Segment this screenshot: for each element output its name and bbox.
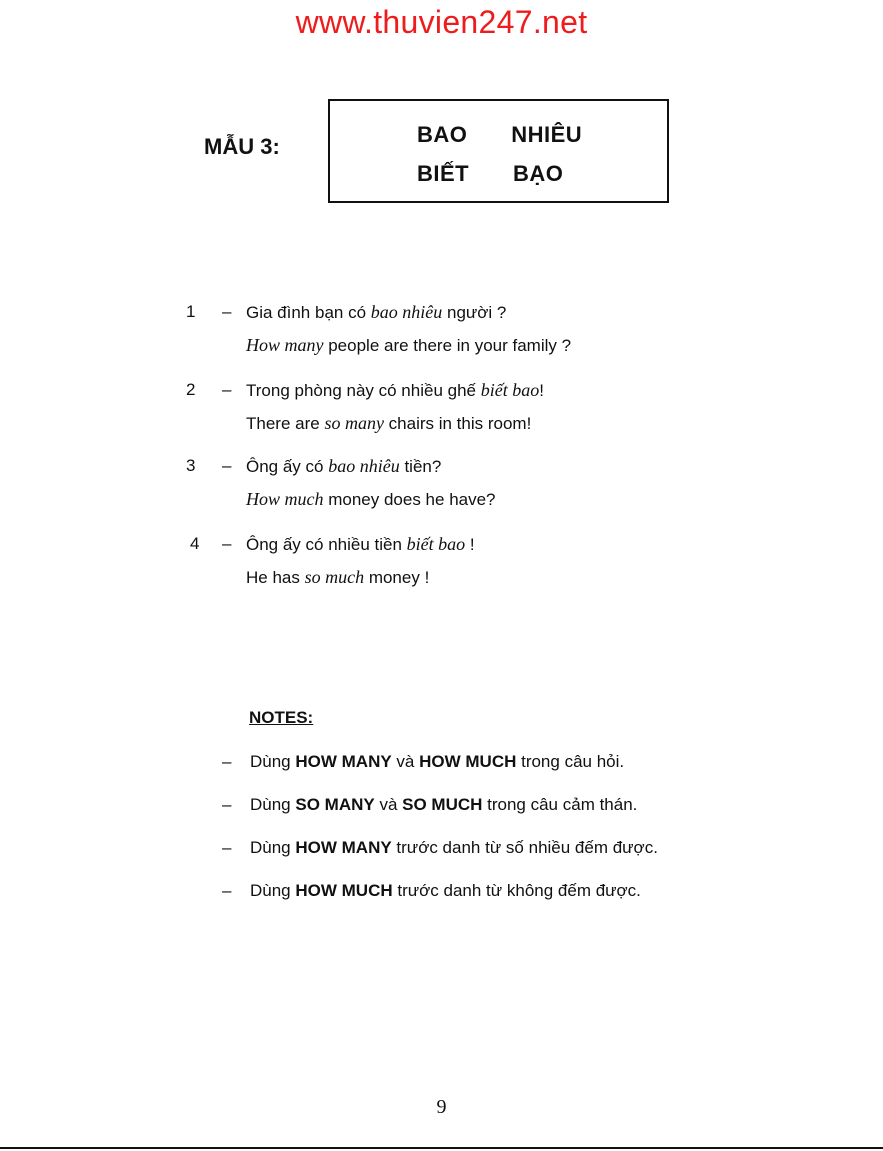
vietnamese-phrase: bao nhiêu <box>370 302 443 322</box>
page-number: 9 <box>436 1096 447 1118</box>
dash-bullet: – <box>222 456 232 475</box>
note-text: Dùng HOW MANY trước danh từ số nhiều đếm được. <box>250 838 658 857</box>
notes-heading: NOTES: <box>249 708 314 727</box>
dash-bullet: – <box>222 795 232 814</box>
dash-bullet: – <box>222 838 232 857</box>
note-text: Dùng HOW MUCH trước danh từ không đếm được. <box>250 881 641 900</box>
vietnamese-sentence: Ông ấy có bao nhiêu tiền? <box>246 456 442 476</box>
example-number: 2 <box>186 380 196 399</box>
pattern-label: MẪU 3: <box>204 134 280 159</box>
pattern-line-1: BAO NHIÊU <box>417 122 583 147</box>
vietnamese-phrase: biết bao <box>406 534 466 554</box>
example-number: 1 <box>186 302 196 321</box>
bottom-rule <box>0 1147 883 1149</box>
dash-bullet: – <box>222 881 232 900</box>
english-sentence: How many people are there in your family ? <box>246 335 572 355</box>
english-sentence: There are so many chairs in this room! <box>246 413 532 433</box>
english-phrase: so many <box>324 413 384 433</box>
dash-bullet: – <box>222 534 232 553</box>
dash-bullet: – <box>222 380 232 399</box>
example-number: 4 <box>190 534 200 553</box>
vietnamese-phrase: biết bao <box>480 380 540 400</box>
note-text: Dùng SO MANY và SO MUCH trong câu cảm thán. <box>250 795 638 814</box>
english-sentence: He has so much money ! <box>246 567 430 587</box>
dash-bullet: – <box>222 302 232 321</box>
dash-bullet: – <box>222 752 232 771</box>
vietnamese-phrase: bao nhiêu <box>328 456 400 476</box>
vietnamese-sentence: Trong phòng này có nhiều ghế biết bao! <box>246 380 544 400</box>
pattern-box <box>328 99 669 203</box>
vietnamese-sentence: Ông ấy có nhiều tiền biết bao ! <box>246 534 475 554</box>
note-text: Dùng HOW MANY và HOW MUCH trong câu hỏi. <box>250 752 625 771</box>
example-number: 3 <box>186 456 196 475</box>
english-sentence: How much money does he have? <box>246 489 496 509</box>
watermark-url: www.thuvien247.net <box>295 4 588 40</box>
english-phrase: How much <box>246 489 324 509</box>
vietnamese-sentence: Gia đình bạn có bao nhiêu người ? <box>246 302 507 322</box>
english-phrase: so much <box>304 567 365 587</box>
english-phrase: How many <box>246 335 324 355</box>
pattern-line-2: BIẾT BẠO <box>417 161 564 186</box>
